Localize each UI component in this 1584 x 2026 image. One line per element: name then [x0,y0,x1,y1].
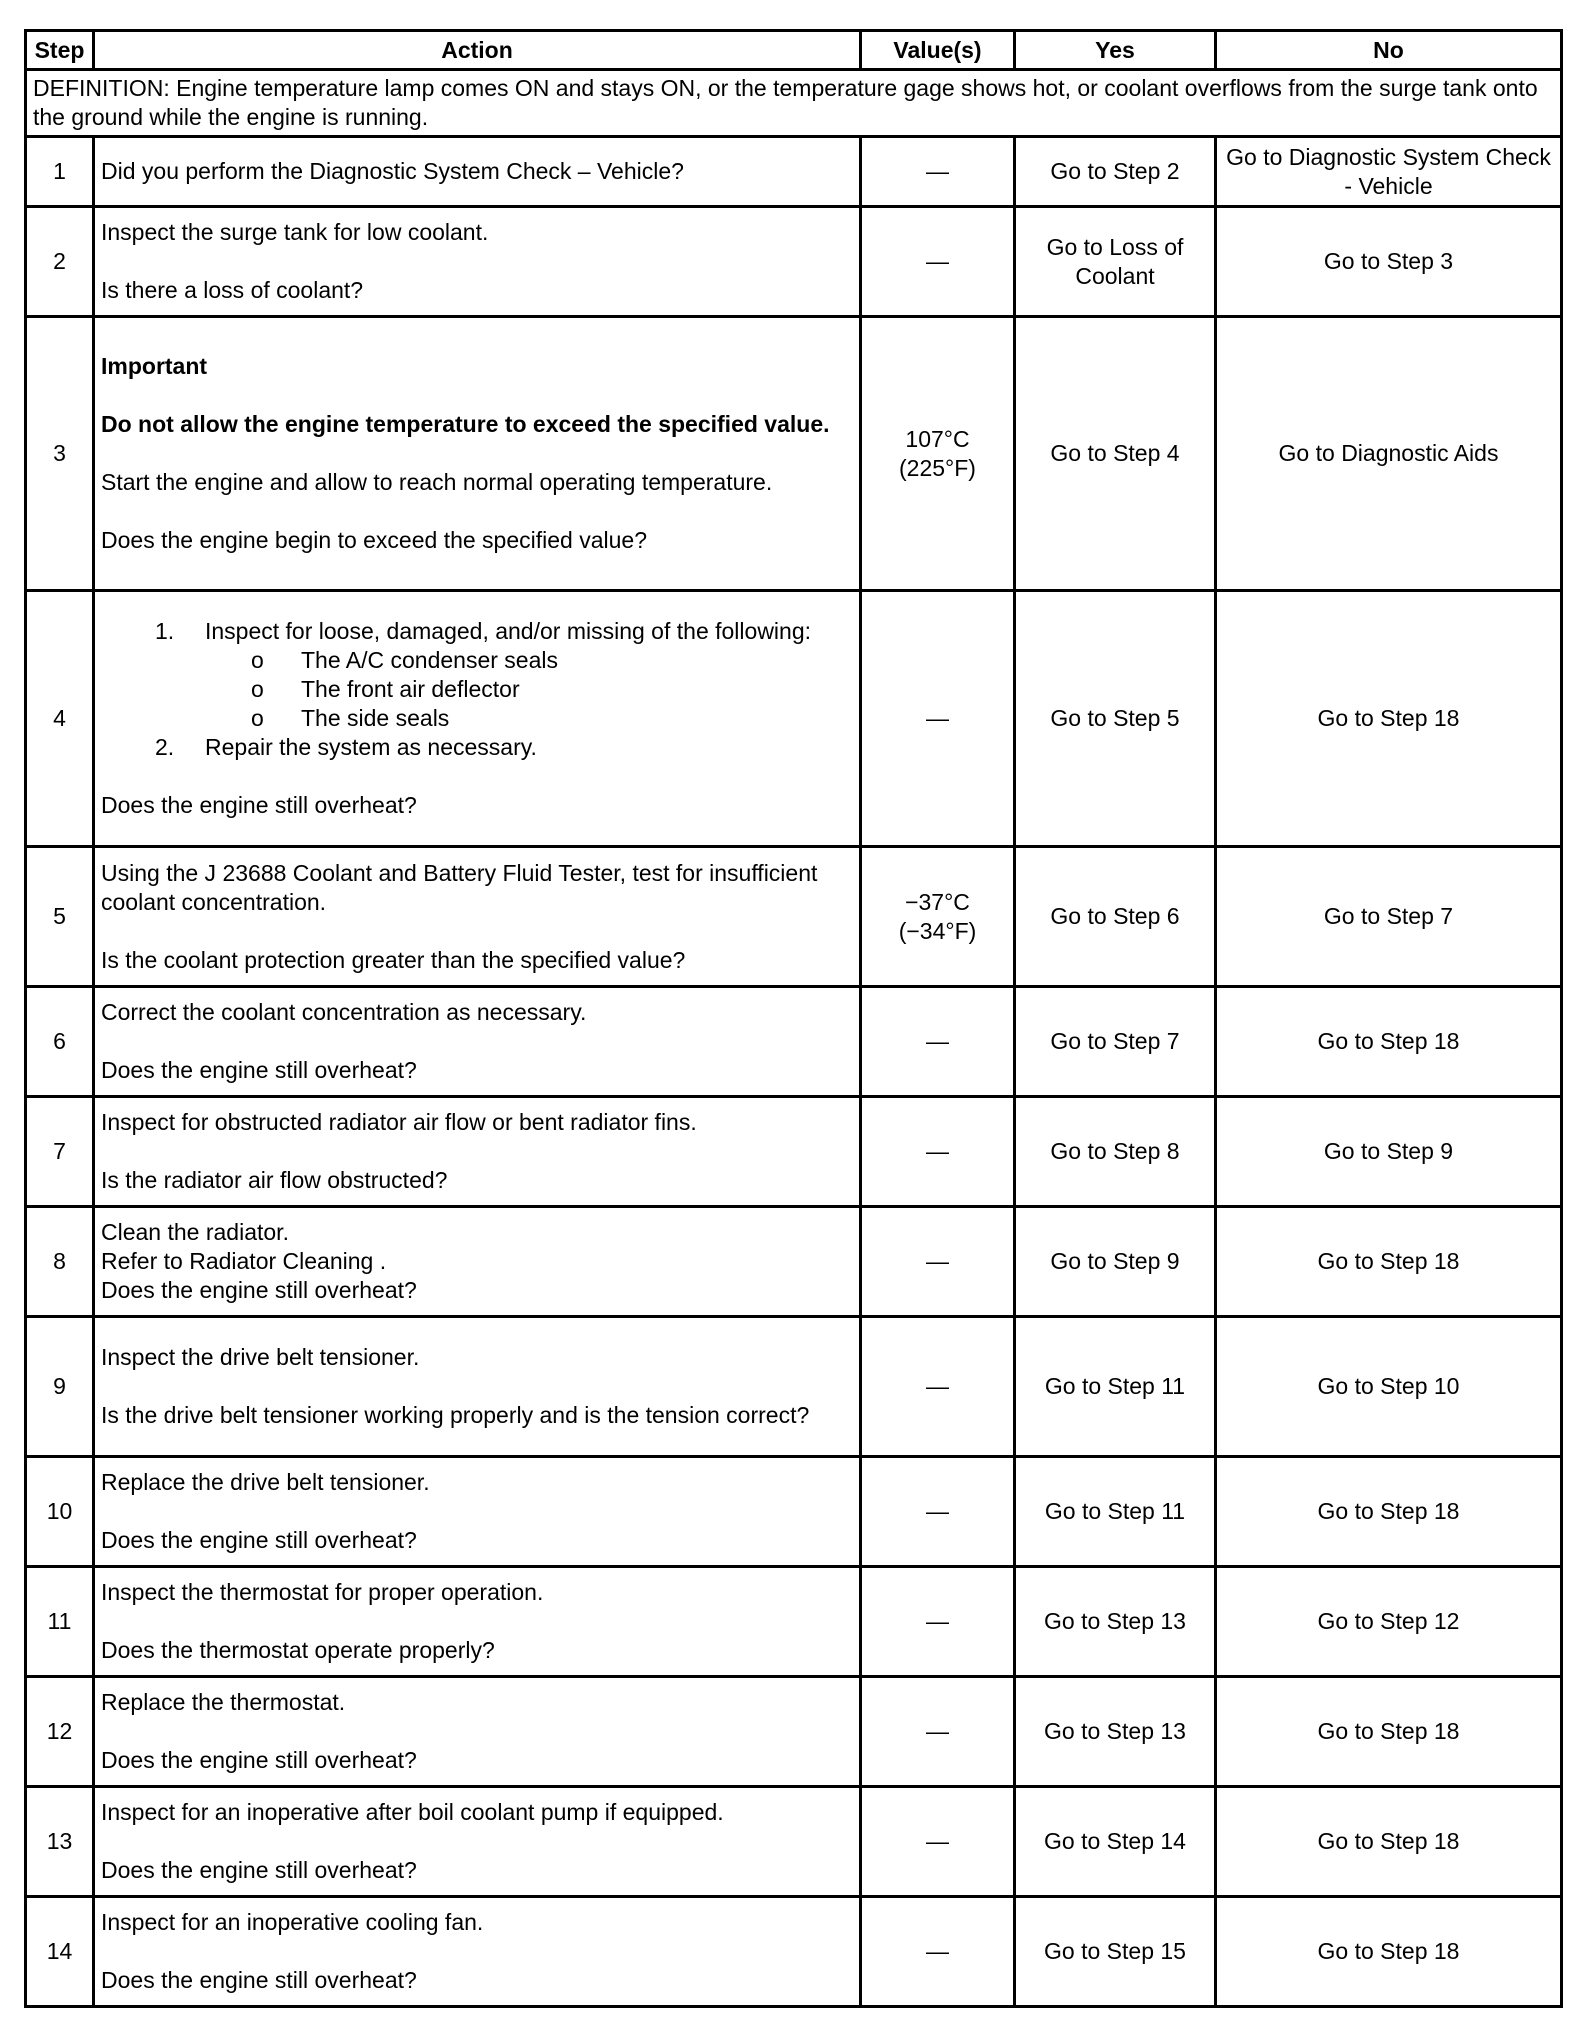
action-question: Does the engine still overheat? [101,1747,417,1773]
action-text: Using the J 23688 Coolant and Battery Fluid Tester, test for insufficient coolant concentration. [101,859,818,915]
no-cell: Go to Step 7 [1216,847,1562,987]
step-number: 10 [26,1457,94,1567]
value-celsius: −37°C [905,888,970,915]
diagnostic-table [24,29,1563,2008]
value-cell: — [861,1097,1015,1207]
header-step: Step [26,31,94,70]
yes-cell: Go to Step 9 [1015,1207,1216,1317]
action-question: Is the drive belt tensioner working properly and is the tension correct? [101,1402,810,1428]
step-number: 14 [26,1897,94,2007]
action-question: Is the radiator air flow obstructed? [101,1167,448,1193]
definition-row [26,70,1562,137]
action-cell [94,1457,861,1567]
action-question: Does the engine begin to exceed the specified value? [101,527,648,553]
yes-cell: Go to Step 14 [1015,1787,1216,1897]
no-cell: Go to Step 18 [1216,1897,1562,2007]
table-row [26,1787,1562,1897]
yes-cell: Go to Step 6 [1015,847,1216,987]
action-text: Inspect for obstructed radiator air flow or bent radiator fins. [101,1109,697,1135]
definition-text: DEFINITION: Engine temperature lamp comes ON and stays ON, or the temperature gage shows hot, or coolant overflows from the surge tank onto the ground while the engine is running. [26,70,1562,137]
step-number: 13 [26,1787,94,1897]
action-text: Inspect for an inoperative cooling fan. [101,1909,484,1935]
action-cell [94,137,861,207]
table-row [26,1317,1562,1457]
action-text: Refer to Radiator Cleaning . [101,1248,387,1274]
important-label: Important [101,353,208,379]
step-number: 6 [26,987,94,1097]
action-cell [94,1897,861,2007]
table-row [26,317,1562,591]
value-cell: — [861,1787,1015,1897]
step-number: 7 [26,1097,94,1207]
step-number: 11 [26,1567,94,1677]
no-cell: Go to Step 3 [1216,207,1562,317]
no-cell: Go to Step 18 [1216,987,1562,1097]
no-cell: Go to Step 18 [1216,1677,1562,1787]
value-cell: — [861,1207,1015,1317]
yes-cell: Go to Step 2 [1015,137,1216,207]
header-yes: Yes [1015,31,1216,70]
step-number: 8 [26,1207,94,1317]
value-cell: — [861,1567,1015,1677]
table-row [26,1897,1562,2007]
yes-cell: Go to Step 4 [1015,317,1216,591]
action-text: Replace the thermostat. [101,1689,346,1715]
list-item: o The front air deflector [251,676,520,702]
value-cell [861,847,1015,987]
action-question: Does the engine still overheat? [101,1277,417,1303]
table-row [26,1457,1562,1567]
action-text: Inspect the surge tank for low coolant. [101,219,489,245]
action-cell [94,847,861,987]
yes-cell: Go to Loss of Coolant [1015,207,1216,317]
step-number: 12 [26,1677,94,1787]
yes-cell: Go to Step 7 [1015,987,1216,1097]
yes-cell: Go to Step 8 [1015,1097,1216,1207]
action-cell [94,591,861,847]
step-number: 5 [26,847,94,987]
action-cell [94,207,861,317]
action-text: Correct the coolant concentration as necessary. [101,999,587,1025]
value-cell: — [861,987,1015,1097]
action-question: Does the engine still overheat? [101,1057,417,1083]
value-cell: — [861,207,1015,317]
yes-cell: Go to Step 13 [1015,1677,1216,1787]
action-question: Is there a loss of coolant? [101,277,364,303]
step-number: 4 [26,591,94,847]
value-cell: — [861,1317,1015,1457]
action-question: Does the thermostat operate properly? [101,1637,495,1663]
action-text: Inspect the thermostat for proper operation. [101,1579,544,1605]
action-question: Does the engine still overheat? [101,1527,417,1553]
value-cell: — [861,1677,1015,1787]
action-text: Start the engine and allow to reach normal operating temperature. [101,469,773,495]
no-cell: Go to Step 18 [1216,1787,1562,1897]
yes-cell: Go to Step 13 [1015,1567,1216,1677]
no-cell: Go to Diagnostic Aids [1216,317,1562,591]
no-cell: Go to Step 12 [1216,1567,1562,1677]
action-cell [94,1787,861,1897]
list-item: 2. Repair the system as necessary. [155,734,537,760]
action-text: Inspect for an inoperative after boil coolant pump if equipped. [101,1799,724,1825]
action-text: Inspect the drive belt tensioner. [101,1344,420,1370]
step-number: 9 [26,1317,94,1457]
action-question: Does the engine still overheat? [101,1967,417,1993]
action-cell [94,317,861,591]
header-action: Action [94,31,861,70]
step-number: 3 [26,317,94,591]
action-cell [94,1317,861,1457]
value-cell [861,317,1015,591]
yes-cell: Go to Step 15 [1015,1897,1216,2007]
yes-cell: Go to Step 11 [1015,1317,1216,1457]
list-item: o The A/C condenser seals [251,647,558,673]
value-cell: — [861,1897,1015,2007]
action-text: Clean the radiator. [101,1219,289,1245]
value-celsius: 107°C [905,425,970,452]
action-cell [94,1677,861,1787]
action-cell [94,1567,861,1677]
table-row [26,207,1562,317]
no-cell: Go to Step 9 [1216,1097,1562,1207]
table-row [26,847,1562,987]
action-question: Does the engine still overheat? [101,1857,417,1883]
step-number: 1 [26,137,94,207]
table-row [26,1677,1562,1787]
step-number: 2 [26,207,94,317]
table-row [26,137,1562,207]
action-question: Does the engine still overheat? [101,792,417,818]
value-cell: — [861,1457,1015,1567]
no-cell: Go to Step 18 [1216,1457,1562,1567]
value-cell: — [861,591,1015,847]
action-cell [94,987,861,1097]
no-cell: Go to Step 10 [1216,1317,1562,1457]
value-fahrenheit: (225°F) [899,454,976,481]
action-cell [94,1207,861,1317]
header-values: Value(s) [861,31,1015,70]
yes-cell: Go to Step 11 [1015,1457,1216,1567]
yes-cell: Go to Step 5 [1015,591,1216,847]
no-cell: Go to Step 18 [1216,591,1562,847]
value-fahrenheit: (−34°F) [898,917,977,944]
list-item: 1. Inspect for loose, damaged, and/or missing of the following: [155,618,812,644]
table-row [26,987,1562,1097]
warning-text: Do not allow the engine temperature to exceed the specified value. [101,411,830,437]
value-cell: — [861,137,1015,207]
list-item: o The side seals [251,705,450,731]
no-cell: Go to Step 18 [1216,1207,1562,1317]
no-cell: Go to Diagnostic System Check - Vehicle [1216,137,1562,207]
action-text: Replace the drive belt tensioner. [101,1469,430,1495]
action-cell [94,1097,861,1207]
table-row [26,1207,1562,1317]
table-row [26,591,1562,847]
header-row [26,31,1562,70]
table-row [26,1567,1562,1677]
action-question: Is the coolant protection greater than the specified value? [101,946,686,973]
header-no: No [1216,31,1562,70]
table-row [26,1097,1562,1207]
action-text: Did you perform the Diagnostic System Check – Vehicle? [101,158,684,184]
